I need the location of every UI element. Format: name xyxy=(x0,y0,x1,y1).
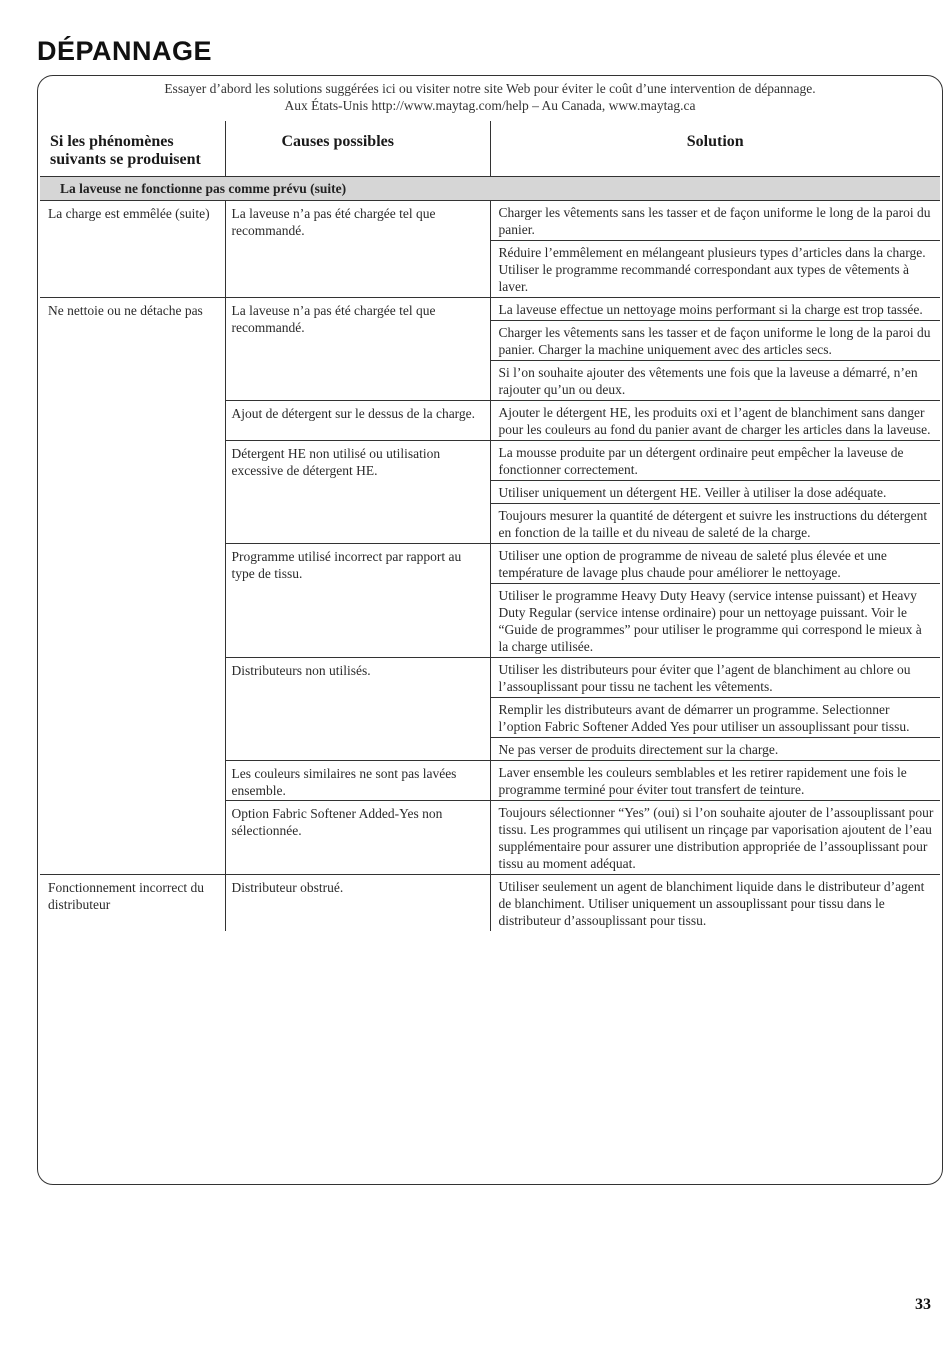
symptom-cell: Ne nettoie ou ne détache pas xyxy=(40,297,225,874)
page-number: 33 xyxy=(915,1296,931,1313)
solution-cell: Si l’on souhaite ajouter des vêtements une fois que la laveuse a démarré, n’en rajouter qu’un ou deux. xyxy=(490,360,940,400)
solution-cell: Laver ensemble les couleurs semblables et les retirer rapidement une fois le programme terminé pour éviter tout transfert de teinture. xyxy=(490,760,940,800)
solution-cell: Ne pas verser de produits directement sur la charge. xyxy=(490,737,940,760)
solution-cell: La laveuse effectue un nettoyage moins performant si la charge est trop tassée. xyxy=(490,297,940,320)
header-symptom: Si les phénomènes suivants se produisent xyxy=(40,121,225,176)
header-solution: Solution xyxy=(686,133,744,150)
cause-cell: La laveuse n’a pas été chargée tel que recommandé. xyxy=(225,200,490,297)
solution-cell: Utiliser les distributeurs pour éviter que l’agent de blanchiment au chlore ou l’assouplissant pour tissu ne tachent les vêtements. xyxy=(490,657,940,697)
solution-cell: Réduire l’emmêlement en mélangeant plusieurs types d’articles dans la charge. Utiliser le programme recommandé correspondant aux types de vêtements à laver. xyxy=(490,240,940,297)
solution-cell: Charger les vêtements sans les tasser et de façon uniforme le long de la paroi du panier. xyxy=(490,200,940,240)
symptom-cell: La charge est emmêlée (suite) xyxy=(40,200,225,297)
solution-cell: Toujours mesurer la quantité de détergent et suivre les instructions du détergent en fonction de la taille et du niveau de saleté de la charge. xyxy=(490,503,940,543)
table-row xyxy=(40,874,940,931)
solution-cell: Utiliser une option de programme de niveau de saleté plus élevée et une température de lavage plus chaude pour améliorer le nettoyage. xyxy=(490,543,940,583)
header-causes: Causes possibles xyxy=(225,121,490,176)
solution-cell: Utiliser le programme Heavy Duty Heavy (service intense puissant) et Heavy Duty Regular (service intense ordinaire) pour un nettoyage puissant. Voir le “Guide de programmes” pour utiliser le programme qui correspond le mieux à la charge utilisée. xyxy=(490,583,940,657)
solution-cell: Utiliser seulement un agent de blanchiment liquide dans le distributeur d’agent de blanchiment. Utiliser uniquement un assouplissant pour tissu dans le distributeur d’assouplissant pour tissu. xyxy=(498,878,925,928)
cause-cell: Option Fabric Softener Added-Yes non sélectionnée. xyxy=(225,800,490,874)
cause-cell: Distributeurs non utilisés. xyxy=(225,657,490,760)
cause-cell: La laveuse n’a pas été chargée tel que recommandé. xyxy=(225,297,490,400)
solution-cell: Charger les vêtements sans les tasser et de façon uniforme le long de la paroi du panier. Charger la machine uniquement avec des articles secs. xyxy=(490,320,940,360)
section-title: La laveuse ne fonctionne pas comme prévu (suite) xyxy=(40,176,940,200)
page-title: DÉPANNAGE xyxy=(37,36,213,66)
cause-cell: Programme utilisé incorrect par rapport au type de tissu. xyxy=(225,543,490,657)
section-row xyxy=(40,176,940,200)
intro-line-1: Essayer d’abord les solutions suggérées ici ou visiter notre site Web pour éviter le coût d’une intervention de dépannage. xyxy=(164,81,816,96)
symptom-cell: Fonctionnement incorrect du distributeur xyxy=(40,874,225,931)
solution-cell: Ajouter le détergent HE, les produits oxi et l’agent de blanchiment sans danger pour les couleurs au fond du panier avant de charger les articles dans la laveuse. xyxy=(490,400,940,440)
intro-line-2: Aux États-Unis http://www.maytag.com/help – Au Canada, www.maytag.ca xyxy=(284,98,696,113)
solution-cell: Remplir les distributeurs avant de démarrer un programme. Selectionner l’option Fabric Softener Added Yes pour utiliser un assouplissant pour tissu. xyxy=(490,697,940,737)
cause-cell: Ajout de détergent sur le dessus de la charge. xyxy=(225,400,490,440)
solution-cell: Toujours sélectionner “Yes” (oui) si l’on souhaite ajouter de l’assouplissant pour tissu. Les programmes qui utilisent un rinçage par vaporisation ajoutent de l’eau supplémentaire pour assurer une distribution appropriée de l’assouplissant pour tissu au moment adéquat. xyxy=(490,800,940,874)
cause-cell: Détergent HE non utilisé ou utilisation excessive de détergent HE. xyxy=(225,440,490,543)
table-header-row xyxy=(40,121,940,176)
cause-cell: Les couleurs similaires ne sont pas lavées ensemble. xyxy=(225,760,490,800)
solution-cell: La mousse produite par un détergent ordinaire peut empêcher la laveuse de fonctionner correctement. xyxy=(490,440,940,480)
cause-cell: Distributeur obstrué. xyxy=(225,874,490,931)
solution-cell: Utiliser uniquement un détergent HE. Veiller à utiliser la dose adéquate. xyxy=(490,480,940,503)
troubleshooting-table xyxy=(40,121,940,931)
intro-text xyxy=(40,80,940,114)
table-row xyxy=(40,200,940,240)
table-row xyxy=(40,297,940,320)
